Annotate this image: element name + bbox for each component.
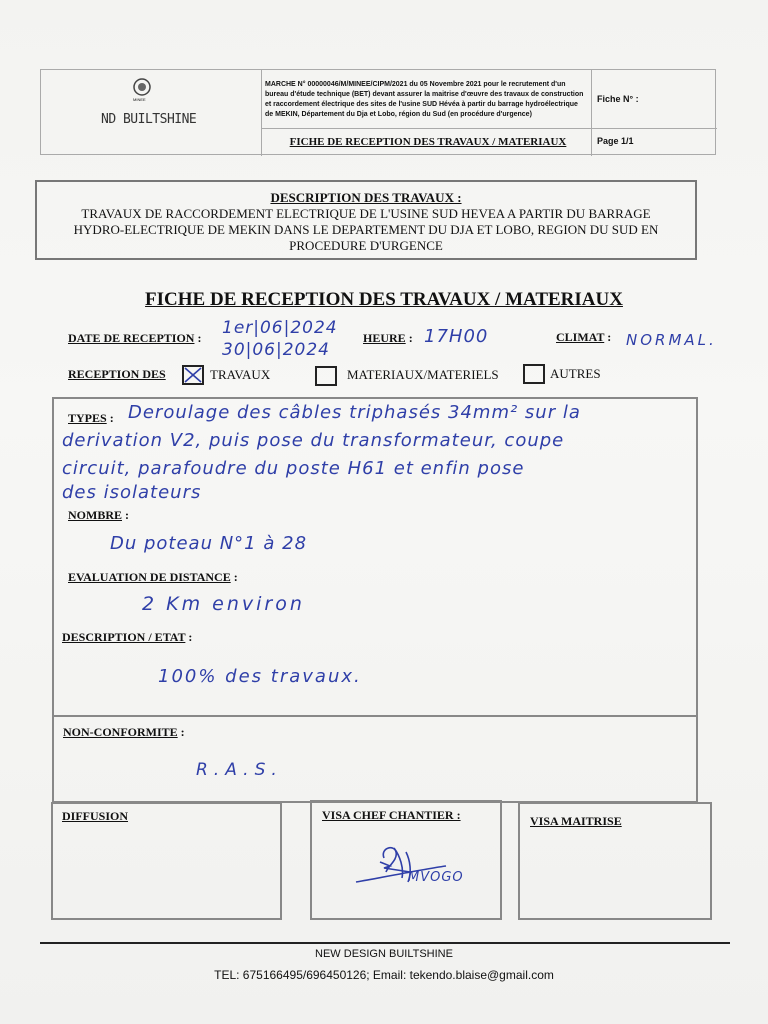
date-label: DATE DE RECEPTION : [68,331,202,345]
visa-chef-label: VISA CHEF CHANTIER : [322,808,461,822]
header-fiche-title: FICHE DE RECEPTION DES TRAVAUX / MATERIAUX [289,136,567,148]
option-materiaux: MATERIAUX/MATERIELS [347,367,499,382]
types-line-2: derivation V2, puis pose du transformateur, coupe [62,430,565,451]
footer-company: NEW DESIGN BUILTSHINE [315,948,453,960]
heure-label: HEURE : [363,331,413,345]
materiaux-checkbox[interactable] [315,366,337,386]
description-box [35,180,697,260]
description-line-1: TRAVAUX DE RACCORDEMENT ELECTRIQUE DE L'USINE SUD HEVEA A PARTIR DU BARRAGE [81,206,651,221]
option-travaux: TRAVAUX [210,367,271,382]
minee-logo-icon [132,77,152,97]
footer-contact: TEL: 675166495/696450126; Email: tekendo.blaise@gmail.com [214,968,554,982]
description-title: DESCRIPTION DES TRAVAUX : [270,190,462,205]
types-label: TYPES : [68,411,114,425]
fiche-number-label: Fiche N° : [597,94,639,104]
chef-signature-image [350,842,490,894]
page-number: Page 1/1 [597,136,634,146]
reception-des-label: RECEPTION DES [68,367,166,381]
non-conformite-label: NON-CONFORMITE : [63,725,185,739]
autres-checkbox[interactable] [523,364,545,384]
non-conformite-value: R.A.S. [196,760,283,780]
heure-value: 17H00 [424,326,489,347]
travaux-checkbox[interactable] [182,365,204,385]
main-title: FICHE DE RECEPTION DES TRAVAUX / MATERIAUX [145,289,623,310]
logo-subtitle: MINEE [133,97,146,102]
date-value-end: 30|06|2024 [222,340,330,360]
visa-maitrise-label: VISA MAITRISE [530,814,622,828]
date-value-start: 1er|06|2024 [222,318,338,338]
etat-label: DESCRIPTION / ETAT : [62,630,193,644]
types-line-4: des isolateurs [62,482,202,503]
types-line-1: Deroulage des câbles triphasés 34mm² sur la [128,402,581,423]
distance-label: EVALUATION DE DISTANCE : [68,570,238,584]
description-line-3: PROCEDURE D'URGENCE [289,238,443,253]
footer-divider [40,942,730,944]
types-line-3: circuit, parafoudre du poste H61 et enfin pose [62,458,525,479]
climat-value: NORMAL. [626,331,717,349]
company-logo-text: ND BUILTSHINE [101,112,197,127]
description-line-2: HYDRO-ELECTRIQUE DE MEKIN DANS LE DEPARTEMENT DU DJA ET LOBO, REGION DU SUD EN [73,222,659,237]
diffusion-label: DIFFUSION [62,809,129,823]
etat-value: 100% des travaux. [158,666,362,687]
check-x-icon [184,367,202,383]
market-reference: MARCHE N° 00000046/M/MINEE/CIPM/2021 du 05 Novembre 2021 pour le recrutement d'un bureau d'étude technique (BET) devant assurer la maitrise d'œuvre des travaux de construction et raccordement électrique des sites de l'usine SUD Hévéa à partir du barrage hydroélectrique de MEKIN, Département du Dja et Lobo, région du Sud (en procédure d'urgence) [265,81,584,118]
logo-cell [41,70,262,156]
header-table [40,69,716,155]
nombre-value: Du poteau N°1 à 28 [110,533,308,554]
option-autres: AUTRES [550,366,601,381]
climat-label: CLIMAT : [556,330,612,344]
distance-value: 2 Km environ [142,593,305,615]
nombre-label: NOMBRE : [68,508,129,522]
chef-signature-name: MVOGO [408,870,464,885]
